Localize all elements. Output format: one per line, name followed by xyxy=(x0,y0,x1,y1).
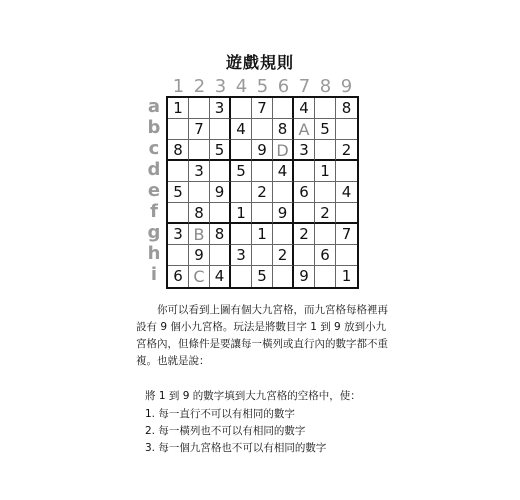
cell-b8: 5 xyxy=(315,119,336,140)
cell-g9: 7 xyxy=(336,224,357,245)
cell-h6: 2 xyxy=(273,245,294,266)
cell-a3: 3 xyxy=(210,98,231,119)
cell-b6: 8 xyxy=(273,119,294,140)
cell-d5[interactable] xyxy=(252,161,273,182)
row-label-d: d xyxy=(147,159,161,180)
cell-h7[interactable] xyxy=(294,245,315,266)
column-label-6: 6 xyxy=(277,76,290,97)
row-label-e: e xyxy=(147,180,161,201)
column-label-8: 8 xyxy=(319,76,332,97)
cell-h9[interactable] xyxy=(336,245,357,266)
column-labels xyxy=(168,76,357,98)
cell-c8[interactable] xyxy=(315,140,336,161)
cell-g2: B xyxy=(189,224,210,245)
cell-g4[interactable] xyxy=(231,224,252,245)
cell-a2[interactable] xyxy=(189,98,210,119)
cell-h2: 9 xyxy=(189,245,210,266)
cell-c2[interactable] xyxy=(189,140,210,161)
cell-f1[interactable] xyxy=(168,203,189,224)
cell-d3[interactable] xyxy=(210,161,231,182)
cell-b4: 4 xyxy=(231,119,252,140)
cell-e8[interactable] xyxy=(315,182,336,203)
row-label-a: a xyxy=(147,96,161,117)
cell-b9[interactable] xyxy=(336,119,357,140)
cell-i6[interactable] xyxy=(273,266,294,287)
cell-c4[interactable] xyxy=(231,140,252,161)
cell-g3: 8 xyxy=(210,224,231,245)
cell-a8[interactable] xyxy=(315,98,336,119)
cell-d6: 4 xyxy=(273,161,294,182)
row-label-i: i xyxy=(150,264,158,285)
cell-e6[interactable] xyxy=(273,182,294,203)
cell-c9: 2 xyxy=(336,140,357,161)
cell-h3[interactable] xyxy=(210,245,231,266)
cell-e4[interactable] xyxy=(231,182,252,203)
cell-d7[interactable] xyxy=(294,161,315,182)
cell-b3[interactable] xyxy=(210,119,231,140)
column-label-2: 2 xyxy=(193,76,206,97)
page-title: 遊戲規則 xyxy=(225,53,294,72)
cell-e1: 5 xyxy=(168,182,189,203)
cell-h4: 3 xyxy=(231,245,252,266)
cell-c3: 5 xyxy=(210,140,231,161)
cell-h8: 6 xyxy=(315,245,336,266)
row-label-f: f xyxy=(150,201,158,222)
rule-item: 3. 每一個九宮格也不可以有相同的數字 xyxy=(145,442,327,454)
column-label-3: 3 xyxy=(214,76,227,97)
cell-g1: 3 xyxy=(168,224,189,245)
cell-g6[interactable] xyxy=(273,224,294,245)
cell-i5: 5 xyxy=(252,266,273,287)
cell-a9: 8 xyxy=(336,98,357,119)
rule-item: 2. 每一橫列也不可以有相同的數字 xyxy=(145,425,306,437)
cell-i4[interactable] xyxy=(231,266,252,287)
cell-c6: D xyxy=(273,140,294,161)
row-label-g: g xyxy=(147,222,161,243)
column-label-7: 7 xyxy=(298,76,311,97)
cell-e5: 2 xyxy=(252,182,273,203)
cell-b1[interactable] xyxy=(168,119,189,140)
cell-f8: 2 xyxy=(315,203,336,224)
cell-i3: 4 xyxy=(210,266,231,287)
cell-f9[interactable] xyxy=(336,203,357,224)
column-label-4: 4 xyxy=(235,76,248,97)
cell-i9: 1 xyxy=(341,267,352,285)
cell-h5[interactable] xyxy=(252,245,273,266)
cell-c5: 9 xyxy=(252,140,273,161)
cell-d8: 1 xyxy=(315,161,336,182)
cell-e2[interactable] xyxy=(189,182,210,203)
sudoku-grid xyxy=(166,96,359,289)
cell-c1: 8 xyxy=(168,140,189,161)
cell-i1: 6 xyxy=(168,266,189,287)
rule-item: 1. 每一直行不可以有相同的數字 xyxy=(145,408,295,420)
cell-f2: 8 xyxy=(189,203,210,224)
row-labels xyxy=(140,98,168,287)
cell-b7: A xyxy=(294,119,315,140)
cell-d9[interactable] xyxy=(336,161,357,182)
cell-b2: 7 xyxy=(189,119,210,140)
cell-c7: 3 xyxy=(294,140,315,161)
cell-b5[interactable] xyxy=(252,119,273,140)
cell-a5: 7 xyxy=(252,98,273,119)
cell-g5: 1 xyxy=(252,224,273,245)
cell-f7[interactable] xyxy=(294,203,315,224)
cell-e7: 6 xyxy=(294,182,315,203)
cell-f3[interactable] xyxy=(210,203,231,224)
cell-d2: 3 xyxy=(189,161,210,182)
row-label-b: b xyxy=(147,117,161,138)
cell-f4: 1 xyxy=(231,203,252,224)
cell-d4: 5 xyxy=(231,161,252,182)
cell-a7: 4 xyxy=(294,98,315,119)
cell-g8[interactable] xyxy=(315,224,336,245)
row-label-c: c xyxy=(148,138,160,159)
cell-f6: 9 xyxy=(273,203,294,224)
column-label-5: 5 xyxy=(256,76,269,97)
cell-d1[interactable] xyxy=(168,161,189,182)
column-label-9: 9 xyxy=(340,76,353,97)
cell-h1[interactable] xyxy=(168,245,189,266)
column-label-1: 1 xyxy=(172,76,185,97)
rules-intro: 將 1 到 9 的數字填到大九宮格的空格中，使： xyxy=(145,390,361,402)
cell-i7: 9 xyxy=(294,266,315,287)
rules-list xyxy=(145,406,326,457)
cell-a6[interactable] xyxy=(273,98,294,119)
cell-g7: 2 xyxy=(294,224,315,245)
rules-description xyxy=(136,302,396,370)
cell-i2: C xyxy=(189,266,210,287)
cell-e3: 9 xyxy=(210,182,231,203)
cell-f5[interactable] xyxy=(252,203,273,224)
cell-i8[interactable] xyxy=(315,266,336,287)
cell-a4[interactable] xyxy=(231,98,252,119)
description-text: 你可以看到上圖有個大九宮格，而九宮格每格裡再設有 9 個小九宮格。玩法是將數目字 1 到 9 放到小九宮格內，但條件是要讓每一橫列或直行內的數字都不重複。也就是說： xyxy=(136,304,388,367)
cell-e9: 4 xyxy=(336,182,357,203)
row-label-h: h xyxy=(147,243,161,264)
cell-a1: 1 xyxy=(168,98,189,119)
